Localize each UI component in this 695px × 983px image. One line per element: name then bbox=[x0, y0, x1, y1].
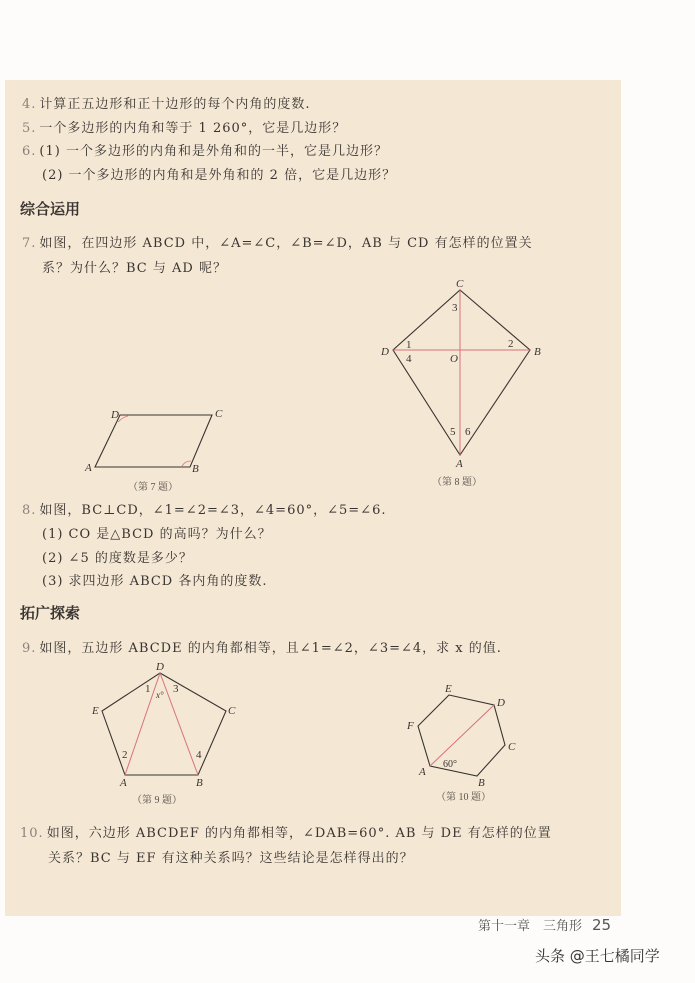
question-number: 10. bbox=[20, 826, 44, 841]
question-8-part3: (3) 求四边形 ABCD 各内角的度数. bbox=[42, 574, 268, 589]
label-d: D bbox=[497, 697, 505, 709]
figure-10-hexagon bbox=[406, 683, 516, 803]
question-text: 如图，BC⊥CD，∠1=∠2=∠3，∠4=60°，∠5=∠6. bbox=[39, 503, 387, 518]
label-c: C bbox=[456, 278, 464, 290]
angle-label: 1 bbox=[145, 683, 151, 695]
section-heading: 拓广探索 bbox=[20, 604, 81, 622]
label-b: B bbox=[192, 463, 199, 475]
label-e: E bbox=[445, 683, 452, 695]
label-d: D bbox=[156, 661, 164, 673]
angle-label-60: 60° bbox=[443, 759, 457, 770]
figure-7-parallelogram bbox=[84, 408, 223, 493]
angle-label: 2 bbox=[508, 338, 514, 350]
question-number: 5. bbox=[22, 121, 37, 136]
label-c: C bbox=[228, 705, 236, 717]
label-d: D bbox=[111, 409, 119, 421]
question-text: 如图，六边形 ABCDEF 的内角都相等，∠DAB=60°. AB 与 DE 有怎样的位置 bbox=[46, 826, 552, 841]
question-number: 4. bbox=[22, 97, 37, 112]
figure-caption: （第 7 题） bbox=[128, 482, 178, 493]
angle-label: 3 bbox=[173, 683, 179, 695]
figure-caption: （第 10 题） bbox=[436, 792, 491, 803]
kite-shape bbox=[393, 290, 530, 455]
angle-label: 4 bbox=[196, 749, 202, 761]
angle-label: 6 bbox=[465, 426, 471, 438]
label-d: D bbox=[381, 346, 389, 358]
figure-caption: （第 9 题） bbox=[132, 795, 182, 806]
watermark: 头条 @王七橘同学 bbox=[535, 947, 660, 965]
label-f: F bbox=[407, 720, 414, 732]
angle-mark-b bbox=[182, 461, 191, 466]
question-number: 7. bbox=[22, 236, 37, 251]
label-e: E bbox=[92, 705, 99, 717]
question-7-line2: 系？为什么？BC 与 AD 呢？ bbox=[42, 261, 227, 276]
label-c: C bbox=[508, 741, 516, 753]
figure-caption: （第 8 题） bbox=[432, 477, 482, 488]
label-b: B bbox=[196, 777, 203, 789]
angle-label: 1 bbox=[406, 339, 412, 351]
label-a: A bbox=[456, 458, 463, 470]
angle-label: 5 bbox=[450, 426, 456, 438]
label-a: A bbox=[120, 777, 127, 789]
page-footer bbox=[478, 915, 611, 934]
label-c: C bbox=[215, 408, 223, 420]
question-number: 6. bbox=[22, 144, 37, 159]
angle-label: 2 bbox=[122, 749, 128, 761]
question-text: 如图，在四边形 ABCD 中，∠A=∠C，∠B=∠D，AB 与 CD 有怎样的位置关 bbox=[39, 236, 533, 251]
question-text: 一个多边形的内角和等于 1 260°，它是几边形？ bbox=[39, 121, 347, 136]
pentagon-shape bbox=[102, 673, 226, 775]
question-part: (1) 一个多边形的内角和是外角和的一半，它是几边形？ bbox=[39, 144, 388, 159]
angle-label: 3 bbox=[452, 302, 458, 314]
section-heading: 综合运用 bbox=[20, 200, 81, 218]
question-number: 8. bbox=[22, 503, 37, 518]
angle-label-x: x° bbox=[156, 690, 164, 700]
angle-label: 4 bbox=[406, 353, 412, 365]
figure-9-pentagon bbox=[91, 661, 236, 806]
page-number: 25 bbox=[592, 916, 612, 934]
label-b: B bbox=[478, 777, 485, 789]
question-number: 9. bbox=[22, 641, 37, 656]
chapter-title: 第十一章 三角形 bbox=[478, 919, 583, 934]
segment-da bbox=[125, 673, 160, 775]
segment-db bbox=[160, 673, 198, 775]
question-text: 计算正五边形和正十边形的每个内角的度数. bbox=[39, 97, 311, 112]
parallelogram-shape bbox=[95, 415, 212, 467]
segment-ad bbox=[430, 705, 494, 766]
label-a: A bbox=[419, 766, 426, 778]
label-o: O bbox=[450, 353, 458, 365]
question-text: 如图，五边形 ABCDE 的内角都相等，且∠1=∠2，∠3=∠4，求 x 的值. bbox=[39, 641, 502, 656]
label-a: A bbox=[85, 462, 92, 474]
question-8-part2: (2) ∠5 的度数是多少？ bbox=[42, 551, 193, 566]
question-8-part1: (1) CO 是△BCD 的高吗？为什么？ bbox=[42, 527, 272, 542]
figure-8-kite bbox=[380, 278, 541, 488]
label-b: B bbox=[534, 346, 541, 358]
question-10-line2: 关系？BC 与 EF 有这种关系吗？这些结论是怎样得出的？ bbox=[48, 851, 414, 866]
question-6-part2: (2) 一个多边形的内角和是外角和的 2 倍，它是几边形？ bbox=[42, 168, 397, 183]
